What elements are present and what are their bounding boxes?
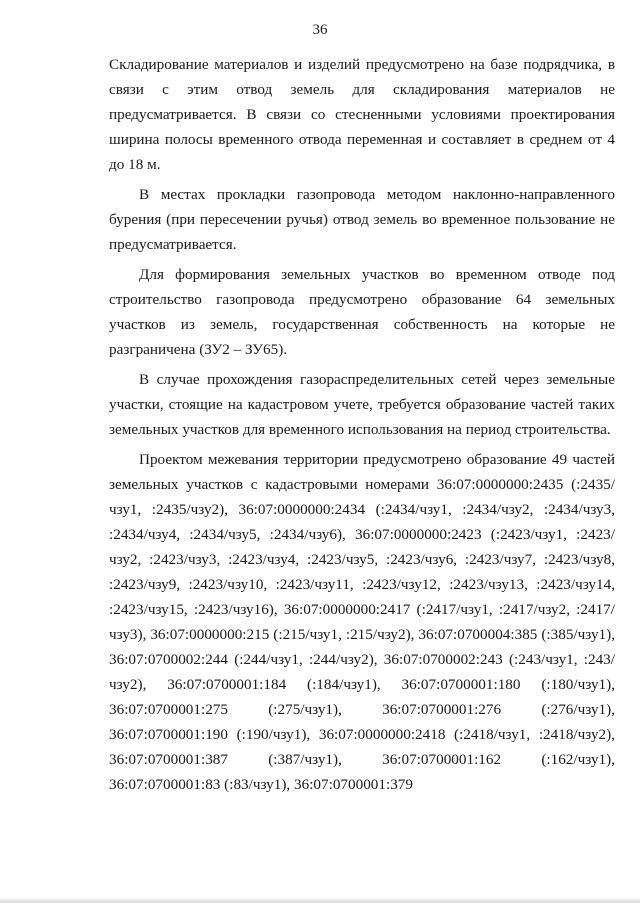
- paragraph-storage: Складирование материалов и изделий предусмотрено на базе подрядчика, в связи с этим отвод земель для складирования материалов не предусматривается. В связи со стесненными условиями проектирования ширина полосы временного отвода переменная и составляет в среднем от 4 до 18 м.: [109, 56, 615, 173]
- paragraph-cadastral-parts: В случае прохождения газораспределительных сетей через земельные участки, стоящие на кадастровом учете, требуется образование частей таких земельных участков для временного использования на период строительства.: [109, 371, 615, 438]
- paragraph-drilling: В местах прокладки газопровода методом наклонно-направленного бурения (при пересечении ручья) отвод земель во временное пользование не предусматривается.: [109, 186, 615, 253]
- scan-bottom-edge: [0, 897, 640, 903]
- document-body: [109, 52, 615, 802]
- paragraph-land-plots: Для формирования земельных участков во временном отводе под строительство газопровода предусмотрено образование 64 земельных участков из земель, государственная собственность на которые не разграничена (ЗУ2 – ЗУ65).: [109, 266, 615, 358]
- paragraph-cadastral-numbers: Проектом межевания территории предусмотрено образование 49 частей земельных участков с кадастровыми номерами 36:07:0000000:2435 (:2435/чзу1, :2435/чзу2), 36:07:0000000:2434 (:2434/чзу1, :2434/чзу2, :2434/чзу3, :2434/чзу4, :2434/чзу5, :2434/чзу6), 36:07:0000000:2423 (:2423/чзу1, :2423/чзу2, :2423/чзу3, :2423/чзу4, :2423/чзу5, :2423/чзу6, :2423/чзу7, :2423/чзу8, :2423/чзу9, :2423/чзу10, :2423/чзу11, :2423/чзу12, :2423/чзу13, :2423/чзу14, :2423/чзу15, :2423/чзу16), 36:07:0000000:2417 (:2417/чзу1, :2417/чзу2, :2417/чзу3), 36:07:0000000:215 (:215/чзу1, :215/чзу2), 36:07:0700004:385 (:385/чзу1), 36:07:0700002:244 (:244/чзу1, :244/чзу2), 36:07:0700002:243 (:243/чзу1, :243/чзу2), 36:07:0700001:184 (:184/чзу1), 36:07:0700001:180 (:180/чзу1), 36:07:0700001:275 (:275/чзу1), 36:07:0700001:276 (:276/чзу1), 36:07:0700001:190 (:190/чзу1), 36:07:0000000:2418 (:2418/чзу1, :2418/чзу2), 36:07:0700001:387 (:387/чзу1), 36:07:0700001:162 (:162/чзу1), 36:07:0700001:83 (:83/чзу1), 36:07:0700001:379: [109, 451, 615, 793]
- page-number: 36: [312, 22, 328, 38]
